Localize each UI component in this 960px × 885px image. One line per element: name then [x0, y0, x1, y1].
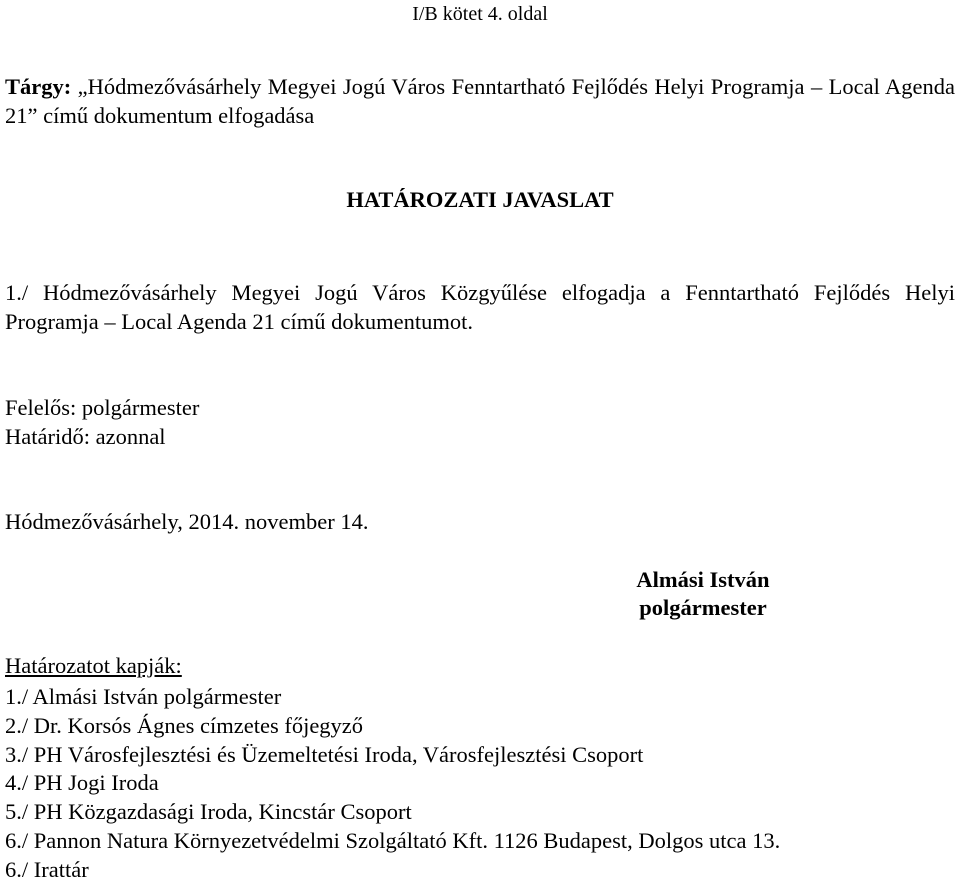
signature-title: polgármester [639, 595, 767, 620]
date-line: Hódmezővásárhely, 2014. november 14. [5, 509, 369, 534]
list-item: 2./ Dr. Korsós Ágnes címzetes főjegyző [5, 712, 364, 738]
recipients-list [5, 683, 780, 885]
responsible-line: Felelős: polgármester [5, 395, 200, 420]
deadline-line: Határidő: azonnal [5, 424, 166, 449]
list-item: 6./ Irattár [5, 856, 89, 882]
subject-paragraph [5, 72, 955, 130]
signature-name: Almási István [636, 567, 770, 592]
page-header: I/B kötet 4. oldal [412, 3, 548, 25]
resolution-text: 1./ Hódmezővásárhely Megyei Jogú Város Közgyűlése elfogadja a Fenntartható Fejlődés Helyi Programja – Local Agenda 21 című dokumentumot. [5, 280, 955, 334]
subject-label: Tárgy: [5, 74, 72, 99]
list-item: 1./ Almási István polgármester [5, 684, 282, 709]
list-item: 6./ Pannon Natura Környezetvédelmi Szolgáltató Kft. 1126 Budapest, Dolgos utca 13. [5, 827, 781, 853]
list-item: 3./ PH Városfejlesztési és Üzemeltetési Iroda, Városfejlesztési Csoport [5, 741, 644, 767]
list-item: 4./ PH Jogi Iroda [5, 770, 159, 796]
signature-block [603, 566, 803, 622]
resolution-heading: HATÁROZATI JAVASLAT [346, 187, 614, 212]
list-item: 5./ PH Közgazdasági Iroda, Kincstár Csoport [5, 799, 412, 825]
recipients-title: Határozatot kapják: [5, 653, 182, 678]
subject-text: „Hódmezővásárhely Megyei Jogú Város Fenntartható Fejlődés Helyi Programja – Local Agenda 21” című dokumentum elfogadása [5, 74, 955, 128]
